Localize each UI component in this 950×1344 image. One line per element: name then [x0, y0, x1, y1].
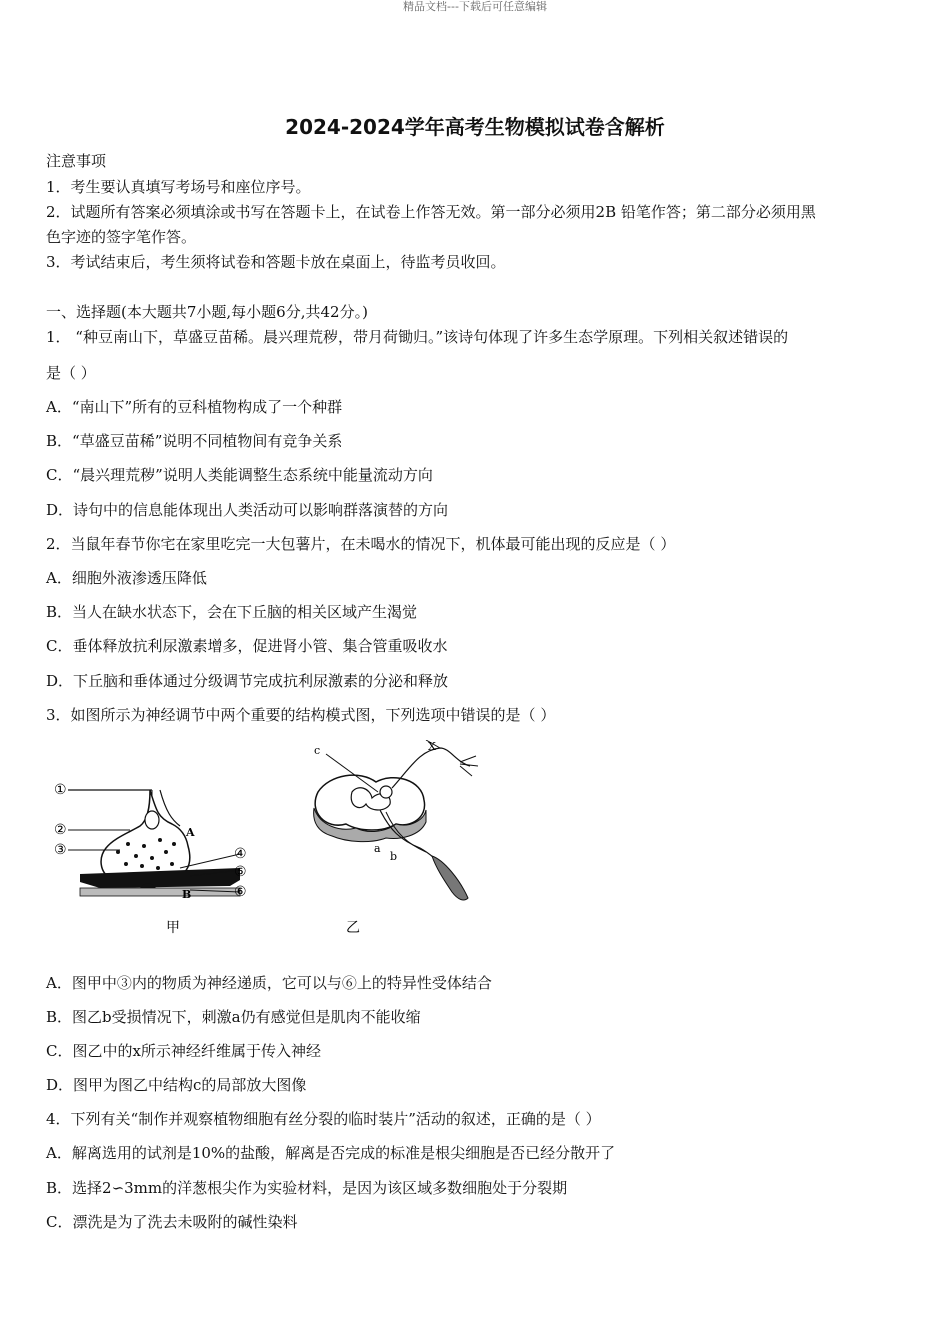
label-jia-1: ①: [54, 782, 67, 798]
q4-option-c: C．漂洗是为了洗去未吸附的碱性染料: [46, 1213, 298, 1231]
notice-item-2: 2．试题所有答案必须填涂或书写在答题卡上，在试卷上作答无效。第一部分必须用2B 铅笔作答；第二部分必须用黑: [46, 203, 816, 221]
notice-item-3: 3．考试结束后，考生须将试卷和答题卡放在桌面上，待监考员收回。: [46, 253, 506, 271]
q1-option-b: B．“草盛豆苗稀”说明不同植物间有竞争关系: [46, 432, 343, 450]
page-title: 2024-2024学年高考生物模拟试卷含解析: [285, 115, 665, 139]
caption-yi: 乙: [346, 920, 360, 936]
label-jia-6: ⑥: [234, 884, 247, 900]
page-header: 精品文档---下载后可任意编辑: [403, 0, 547, 13]
synapse-diagram: [68, 790, 240, 896]
label-jia-2: ②: [54, 822, 67, 838]
q3-option-d: D．图甲为图乙中结构c的局部放大图像: [46, 1076, 307, 1094]
q1-stem: 1． “种豆南山下，草盛豆苗稀。晨兴理荒秽，带月荷锄归。”该诗句体现了许多生态学原理。下列相关叙述错误的: [46, 328, 789, 346]
q3-stem: 3．如图所示为神经调节中两个重要的结构模式图，下列选项中错误的是（ ）: [46, 706, 556, 724]
label-jia-5: ⑤: [234, 864, 247, 880]
label-yi-b: b: [390, 850, 398, 863]
q4-option-b: B．选择2∽3mm的洋葱根尖作为实验材料，是因为该区域多数细胞处于分裂期: [46, 1179, 568, 1197]
q1-option-c: C．“晨兴理荒秽”说明人类能调整生态系统中能量流动方向: [46, 466, 433, 484]
q1-stem-cont: 是（ ）: [46, 364, 96, 382]
q4-stem: 4．下列有关“制作并观察植物细胞有丝分裂的临时装片”活动的叙述，正确的是（ ）: [46, 1110, 601, 1128]
label-jia-b: B: [182, 888, 192, 901]
q4-option-a: A．解离选用的试剂是10%的盐酸，解离是否完成的标准是根尖细胞是否已经分散开了: [46, 1144, 616, 1162]
caption-jia: 甲: [166, 920, 180, 936]
q1-option-d: D．诗句中的信息能体现出人类活动可以影响群落演替的方向: [46, 501, 449, 519]
notice-item-1: 1．考生要认真填写考场号和座位序号。: [46, 178, 311, 196]
notice-heading: 注意事项: [46, 152, 107, 170]
label-yi-x: X: [428, 740, 436, 753]
notice-item-2-cont: 色字迹的签字笔作答。: [46, 228, 197, 246]
label-jia-4: ④: [234, 846, 247, 862]
q3-figure: [40, 740, 480, 940]
label-jia-a: A: [186, 826, 195, 839]
q2-option-c: C．垂体释放抗利尿激素增多，促进肾小管、集合管重吸收水: [46, 637, 448, 655]
q2-option-a: A．细胞外液渗透压降低: [46, 569, 207, 587]
label-yi-c: c: [314, 744, 321, 757]
q2-option-b: B．当人在缺水状态下，会在下丘脑的相关区域产生渴觉: [46, 603, 418, 621]
reflex-arc-diagram: [314, 740, 478, 900]
q1-option-a: A．“南山下”所有的豆科植物构成了一个种群: [46, 398, 343, 416]
q2-option-d: D．下丘脑和垂体通过分级调节完成抗利尿激素的分泌和释放: [46, 672, 449, 690]
section-heading: 一、选择题(本大题共7小题,每小题6分,共42分。): [46, 303, 368, 321]
label-yi-a: a: [374, 842, 381, 855]
q3-option-b: B．图乙b受损情况下，刺激a仍有感觉但是肌肉不能收缩: [46, 1008, 421, 1026]
q2-stem: 2．当鼠年春节你宅在家里吃完一大包薯片，在未喝水的情况下，机体最可能出现的反应是（ ）: [46, 535, 676, 553]
neural-structure-diagram: [40, 740, 480, 940]
q3-option-c: C．图乙中的x所示神经纤维属于传入神经: [46, 1042, 321, 1060]
q3-option-a: A．图甲中③内的物质为神经递质，它可以与⑥上的特异性受体结合: [46, 974, 492, 992]
label-jia-3: ③: [54, 842, 67, 858]
